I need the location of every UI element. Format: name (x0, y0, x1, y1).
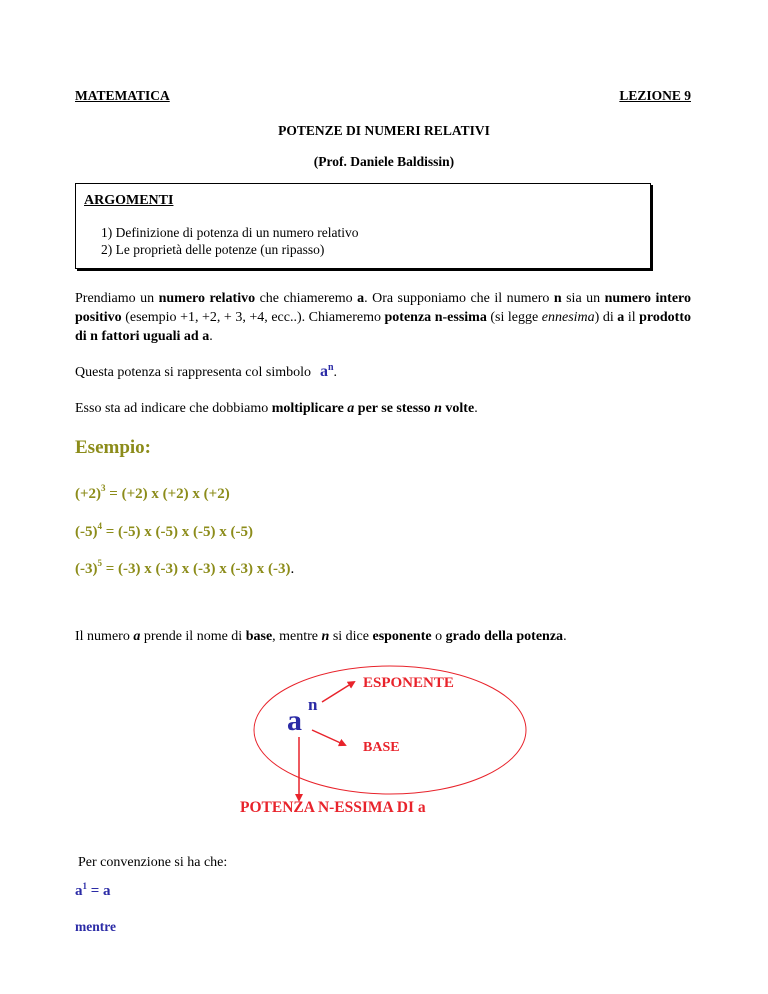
topics-box (75, 183, 651, 269)
example-row-1: $(+2)^3 = (+2)$ x (+2) x (+2) (75, 483, 230, 502)
symbol-line: Questa potenza si rappresenta col simbolo $a^n$. (75, 362, 338, 380)
convention-formula: $a^1 = a$ (75, 881, 111, 899)
arrow-to-base (312, 730, 345, 745)
topic-item: 2) Le proprietà delle potenze (un ripasso) (101, 242, 325, 257)
topics-list (101, 224, 359, 258)
example-row-2: $(-5)^4 = (-5)$ x (-5) x (-5) x (-5) (75, 521, 253, 540)
label-potenza: POTENZA N-ESSIMA DI a (240, 799, 426, 816)
mentre-label: mentre (75, 919, 116, 934)
subject-label: MATEMATICA (75, 88, 170, 103)
label-base: BASE (363, 740, 400, 755)
diagram-base: a (287, 704, 302, 737)
symbol-base: a (319, 363, 328, 380)
author: (Prof. Daniele Baldissin) (313, 154, 455, 169)
intro-paragraph: Prendiamo un numero relativo che chiameremo a. Ora supponiamo che il numero n sia un numero intero positivo (esempio +1, +2, + 3, +4, ecc..). Chiameremo potenza n-essima (si legge ennesima) di a il prodotto di n fattori uguali ad a. (75, 291, 691, 344)
diagram-exponent: n (308, 695, 318, 714)
arrow-to-exponent (322, 682, 354, 702)
lesson-label: LEZIONE 9 (619, 88, 691, 103)
base-definition-line: Il numero a prende il nome di base, mentre n si dice esponente o grado della potenza. (75, 629, 567, 644)
label-esponente: ESPONENTE (363, 675, 454, 691)
topics-title: ARGOMENTI (84, 193, 174, 208)
convention-text: Per convenzione si ha che: (78, 855, 228, 870)
multiply-line: Esso sta ad indicare che dobbiamo moltiplicare a per se stesso n volte. (75, 401, 478, 416)
example-row-3: $(-3)^5 = (-3)$ x (-3) x (-3) x (-3) x (-3). (75, 558, 295, 577)
topic-item: 1) Definizione di potenza di un numero relativo (101, 225, 359, 240)
symbol-exp: n (327, 362, 334, 373)
example-heading: Esempio: (75, 437, 151, 458)
page-title: POTENZE DI NUMERI RELATIVI (278, 123, 490, 138)
